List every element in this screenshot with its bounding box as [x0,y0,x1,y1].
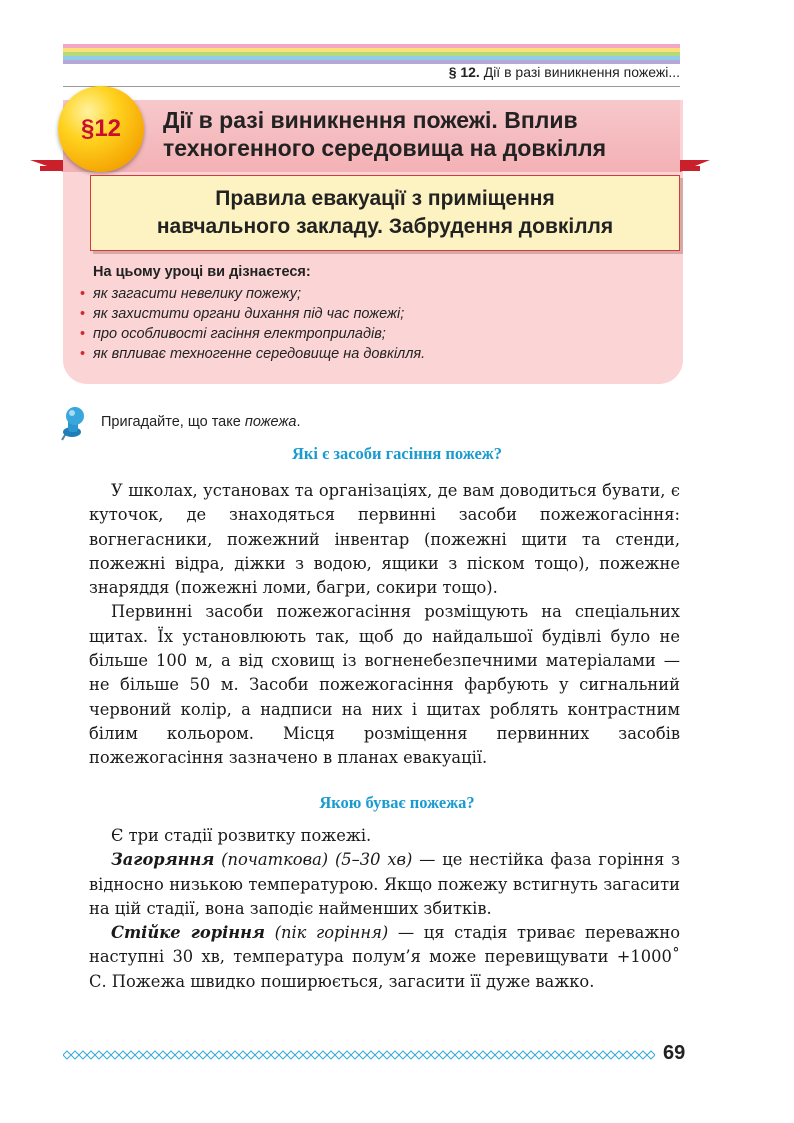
footer-decor-line [63,1049,655,1061]
section-body-extinguish [89,479,680,771]
recall-prefix: Пригадайте, що таке [101,414,245,430]
running-head [449,64,680,80]
stage-text: — ця стадія триває переважно наступні 30 хв, температура полум’я може перевищувати +1000˚ С. Пожежа швидко поширюється, загасити її дуже важко. [89,923,680,991]
list-item: • як загасити невелику пожежу; [80,284,425,304]
page-number: 69 [663,1042,686,1064]
recall-suffix: . [296,414,301,430]
section-body-fire-stages [89,824,680,994]
lesson-title [163,106,606,162]
stage-note: (пік горіння) [264,923,389,943]
paragraph [89,848,680,921]
lesson-subtitle-box [90,175,680,251]
running-head-section: § 12. [448,64,480,80]
section-badge [58,86,144,172]
lesson-subtitle-line1: Правила евакуації з приміщення [215,187,555,210]
section-badge-label: §12 [80,115,122,142]
list-item: • як впливає техногенне середовище на довкілля. [80,344,425,364]
recall-prompt [101,414,301,430]
stage-term: Загоряння [111,850,215,870]
section-heading-extinguish: Які є засоби гасіння пожеж? [291,444,503,463]
learn-list [80,284,425,364]
list-item: • як захистити органи дихання під час пожежі; [80,304,425,324]
header-color-stripes [63,44,680,64]
recall-term: пожежа [244,414,297,430]
learn-heading: На цьому уроці ви дізнаєтеся: [93,264,311,280]
title-wedge-right [680,160,710,172]
list-item: • про особливості гасіння електроприладів; [80,324,425,344]
title-wedge-left [30,160,64,172]
paragraph: Первинні засоби пожежогасіння розміщують на спеціальних щитах. Їх установлюють так, щоб до найдальшої будівлі було не більше 100 м, а від сховищ із вогненебезпечними матеріалами — не більше 50 м. Засоби пожежогасіння фарбують у сигнальний червоний колір, а надписи на них і щитах роблять контрастним білим кольором. Місця розміщення первинних засобів пожежогасіння зазначено в планах евакуації. [89,602,680,768]
lesson-title-line1: Дії в разі виникнення пожежі. Вплив [163,107,578,133]
stage-text: — це нестійка фаза горіння з відносно низькою температурою. Якщо пожежу встигнуть загасити на цій стадії, вона заподіє найменших збитків. [89,850,680,918]
push-pin-icon [58,406,92,442]
paragraph: Є три стадії розвитку пожежі. [111,826,372,845]
lesson-title-line2: техногенного середовища на довкілля [163,135,607,161]
stage-term: Стійке горіння [111,923,265,943]
running-head-title: Дії в разі виникнення пожежі... [483,64,680,80]
lesson-subtitle-line2: навчального закладу. Забрудення довкілля [156,215,614,238]
section-heading-fire-stages: Якою буває пожежа? [319,793,475,812]
stage-note: (початкова) (5–30 хв) [214,850,413,870]
paragraph [89,921,680,994]
paragraph: У школах, установах та організаціях, де вам доводиться бувати, є куточок, де знаходяться первинні засоби пожежогасіння: вогнегасники, пожежний інвентар (пожежні щити та стенди, пожежні відра, діжки з водою, ящики з піском тощо), пожежне знаряддя (пожежні ломи, багри, сокири тощо). [89,481,680,598]
header-divider [63,86,680,87]
